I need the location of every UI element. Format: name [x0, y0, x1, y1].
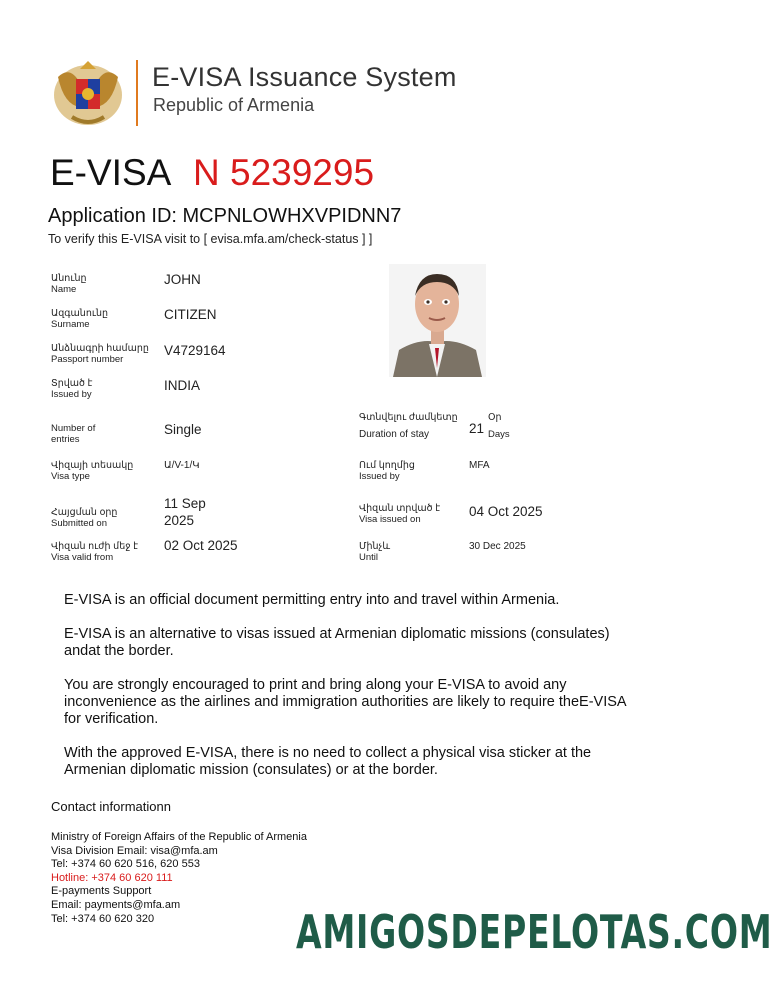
info-paragraph-2: E-VISA is an alternative to visas issued at Armenian diplomatic missions (consulates) andat the border. [64, 626, 610, 659]
info-paragraph-3: You are strongly encouraged to print and bring along your E-VISA to avoid any inconvenience as the airlines and immigration authorities are likely to require theE-VISA for verification. [64, 677, 626, 727]
application-id: Application ID: MCPNLOWHXVPIDNN7 [48, 205, 402, 227]
entries-value: Single [164, 422, 202, 437]
contact-heading: Contact informationn [51, 799, 171, 814]
submitted-label: Հայցման օրը Submitted on [51, 507, 118, 529]
duration-label: Գտնվելու ժամկետը Duration of stay [359, 412, 458, 440]
issued-by-mfa-label: Ում կողմից Issued by [359, 460, 415, 482]
applicant-photo [389, 264, 486, 377]
evisa-label: E-VISA [50, 152, 172, 193]
passport-label: Անձնագրի համարը Passport number [51, 343, 149, 365]
issued-on-value: 04 Oct 2025 [469, 504, 543, 519]
valid-from-label: Վիզան ուժի մեջ է Visa valid from [51, 541, 139, 563]
entries-label: Number of entries [51, 423, 96, 445]
passport-value: V4729164 [164, 343, 226, 358]
issued-by-value: INDIA [164, 378, 201, 393]
info-paragraph-1: E-VISA is an official document permitting entry into and travel within Armenia. [64, 592, 560, 608]
issued-by-mfa-value: MFA [469, 460, 490, 471]
header-divider [136, 60, 138, 126]
verify-instructions: To verify this E-VISA visit to [ evisa.mfa.am/check-status ] ] [48, 232, 373, 246]
visa-number: N 5239295 [193, 152, 375, 193]
contact-tel: Tel: +374 60 620 516, 620 553 [51, 858, 200, 871]
contact-ministry: Ministry of Foreign Affairs of the Republic of Armenia [51, 831, 307, 843]
system-subtitle: Republic of Armenia [153, 95, 315, 115]
visa-type-value: Ա/V-1/Կ [164, 460, 200, 471]
visa-type-label: Վիզայի տեսակը Visa type [51, 460, 134, 482]
contact-payments-tel: Tel: +374 60 620 320 [51, 912, 155, 925]
contact-epayments: E-payments Support [51, 885, 152, 898]
until-label: Մինչև Until [359, 541, 391, 563]
valid-from-value: 02 Oct 2025 [164, 538, 238, 553]
duration-unit: Օր Days [488, 412, 510, 440]
contact-details [51, 831, 307, 926]
armenia-coat-of-arms-icon [50, 57, 126, 129]
surname-label: Ազգանունը Surname [51, 308, 109, 330]
info-paragraph-4: With the approved E-VISA, there is no need to collect a physical visa sticker at the Armenian diplomatic mission (consulates) or at the border. [64, 745, 592, 778]
issued-on-label: Վիզան տրված է Visa issued on [359, 503, 441, 525]
name-label: Անունը Name [51, 273, 87, 295]
surname-value: CITIZEN [164, 307, 217, 322]
submitted-value: 11 Sep 2025 [164, 496, 206, 528]
contact-visa-email: Visa Division Email: visa@mfa.am [51, 844, 218, 857]
issued-by-label: Տրված է Issued by [51, 378, 93, 400]
contact-hotline: Hotline: +374 60 620 111 [51, 871, 173, 884]
watermark-text: AMIGOSDEPELOTAS.COM [296, 905, 772, 959]
duration-value: 21 [469, 421, 485, 436]
contact-payments-email: Email: payments@mfa.am [51, 898, 181, 911]
system-title: E-VISA Issuance System [152, 62, 457, 92]
name-value: JOHN [164, 272, 201, 287]
until-value: 30 Dec 2025 [469, 541, 526, 552]
